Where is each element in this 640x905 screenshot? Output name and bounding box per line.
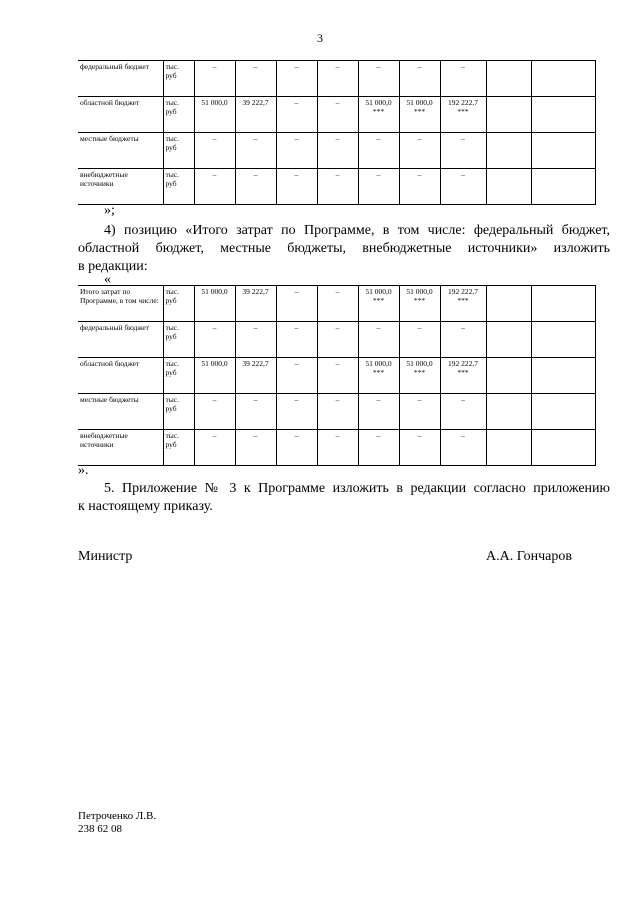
- value-cell: 192 222,7 ***: [440, 358, 486, 394]
- value-cell: –: [440, 430, 486, 466]
- value-cell: 51 000,0 ***: [399, 358, 440, 394]
- value-cell: –: [276, 286, 317, 322]
- row-label: областной бюджет: [78, 358, 163, 394]
- item-5-text-line-2: к настоящему приказу.: [78, 499, 213, 514]
- value-cell: –: [399, 169, 440, 205]
- value-cell: 192 222,7 ***: [440, 97, 486, 133]
- value-cell: –: [317, 322, 358, 358]
- page-number: 3: [317, 31, 323, 45]
- item-4-text-line-2: областной бюджет, местные бюджеты, внебюджетные источники» изложить: [78, 241, 610, 256]
- value-cell: 39 222,7: [235, 286, 276, 322]
- value-cell: –: [317, 61, 358, 97]
- value-cell: –: [276, 358, 317, 394]
- value-cell: –: [276, 169, 317, 205]
- row-label: внебюджетные источники: [78, 430, 163, 466]
- value-cell: –: [317, 430, 358, 466]
- value-cell: –: [194, 61, 235, 97]
- value-cell: –: [235, 133, 276, 169]
- executor-name: Петроченко Л.В.: [78, 810, 157, 822]
- value-cell: –: [440, 133, 486, 169]
- table-row: [78, 61, 595, 97]
- unit-cell: тыс. руб: [163, 169, 194, 205]
- value-cell: 51 000,0: [194, 358, 235, 394]
- value-cell: –: [194, 430, 235, 466]
- unit-cell: тыс. руб: [163, 286, 194, 322]
- value-cell: 51 000,0 ***: [358, 97, 399, 133]
- row-label: местные бюджеты: [78, 394, 163, 430]
- executor-phone: 238 62 08: [78, 823, 122, 835]
- value-cell: [486, 61, 531, 97]
- unit-cell: тыс. руб: [163, 358, 194, 394]
- value-cell: –: [276, 394, 317, 430]
- value-cell: –: [399, 133, 440, 169]
- value-cell: –: [358, 61, 399, 97]
- value-cell: [486, 97, 531, 133]
- value-cell: 39 222,7: [235, 97, 276, 133]
- value-cell: –: [358, 169, 399, 205]
- unit-cell: тыс. руб: [163, 430, 194, 466]
- value-cell: –: [399, 394, 440, 430]
- unit-cell: тыс. руб: [163, 133, 194, 169]
- value-cell: –: [317, 133, 358, 169]
- value-cell: –: [276, 61, 317, 97]
- value-cell: [486, 286, 531, 322]
- value-cell: –: [276, 133, 317, 169]
- value-cell: –: [440, 394, 486, 430]
- value-cell: –: [440, 322, 486, 358]
- value-cell: –: [399, 430, 440, 466]
- table-row: [78, 358, 595, 394]
- value-cell: –: [194, 169, 235, 205]
- value-cell: [486, 133, 531, 169]
- value-cell: [531, 61, 595, 97]
- row-label: федеральный бюджет: [78, 61, 163, 97]
- row-label: федеральный бюджет: [78, 322, 163, 358]
- value-cell: –: [399, 322, 440, 358]
- value-cell: 39 222,7: [235, 358, 276, 394]
- unit-cell: тыс. руб: [163, 394, 194, 430]
- budget-table-continued: [78, 60, 596, 205]
- value-cell: [531, 322, 595, 358]
- value-cell: 51 000,0 ***: [358, 286, 399, 322]
- table-row: [78, 322, 595, 358]
- value-cell: 51 000,0 ***: [399, 286, 440, 322]
- value-cell: –: [317, 358, 358, 394]
- value-cell: –: [358, 322, 399, 358]
- item-5-text-line-1: 5. Приложение № 3 к Программе изложить в редакции согласно приложению: [104, 481, 610, 496]
- value-cell: 51 000,0 ***: [358, 358, 399, 394]
- value-cell: [531, 169, 595, 205]
- table-row: [78, 169, 595, 205]
- value-cell: [486, 322, 531, 358]
- item-4-text-line-3: в редакции:: [78, 259, 148, 274]
- value-cell: 51 000,0: [194, 286, 235, 322]
- value-cell: –: [194, 133, 235, 169]
- row-label: внебюджетные источники: [78, 169, 163, 205]
- value-cell: –: [235, 394, 276, 430]
- value-cell: 51 000,0: [194, 97, 235, 133]
- row-label: местные бюджеты: [78, 133, 163, 169]
- value-cell: –: [317, 286, 358, 322]
- signature-name: А.А. Гончаров: [486, 549, 572, 564]
- unit-cell: тыс. руб: [163, 61, 194, 97]
- value-cell: 51 000,0 ***: [399, 97, 440, 133]
- value-cell: [531, 133, 595, 169]
- value-cell: –: [358, 430, 399, 466]
- value-cell: –: [194, 394, 235, 430]
- value-cell: –: [235, 169, 276, 205]
- value-cell: –: [317, 394, 358, 430]
- value-cell: [486, 358, 531, 394]
- value-cell: [531, 286, 595, 322]
- value-cell: –: [317, 97, 358, 133]
- value-cell: [531, 358, 595, 394]
- value-cell: [486, 169, 531, 205]
- value-cell: –: [317, 169, 358, 205]
- table-row: [78, 394, 595, 430]
- value-cell: –: [194, 322, 235, 358]
- value-cell: [486, 394, 531, 430]
- item-4-text-line-1: 4) позицию «Итого затрат по Программе, в том числе: федеральный бюджет,: [104, 223, 610, 238]
- value-cell: 192 222,7 ***: [440, 286, 486, 322]
- value-cell: [486, 430, 531, 466]
- value-cell: [531, 97, 595, 133]
- table-row: [78, 97, 595, 133]
- value-cell: –: [440, 61, 486, 97]
- value-cell: –: [276, 322, 317, 358]
- table-row: [78, 430, 595, 466]
- value-cell: –: [276, 430, 317, 466]
- value-cell: [531, 394, 595, 430]
- opening-quote: «: [104, 272, 111, 287]
- value-cell: –: [276, 97, 317, 133]
- value-cell: –: [358, 394, 399, 430]
- row-label: областной бюджет: [78, 97, 163, 133]
- closing-quote: »;: [104, 203, 115, 218]
- value-cell: –: [440, 169, 486, 205]
- value-cell: –: [235, 322, 276, 358]
- signature-position: Министр: [78, 549, 133, 564]
- table-row: [78, 133, 595, 169]
- row-label: Итого затрат по Программе, в том числе:: [78, 286, 163, 322]
- value-cell: [531, 430, 595, 466]
- unit-cell: тыс. руб: [163, 322, 194, 358]
- value-cell: –: [358, 133, 399, 169]
- value-cell: –: [399, 61, 440, 97]
- closing-quote-2: ».: [78, 463, 89, 478]
- budget-table-total: [78, 285, 596, 466]
- value-cell: –: [235, 430, 276, 466]
- value-cell: –: [235, 61, 276, 97]
- table-row: [78, 286, 595, 322]
- unit-cell: тыс. руб: [163, 97, 194, 133]
